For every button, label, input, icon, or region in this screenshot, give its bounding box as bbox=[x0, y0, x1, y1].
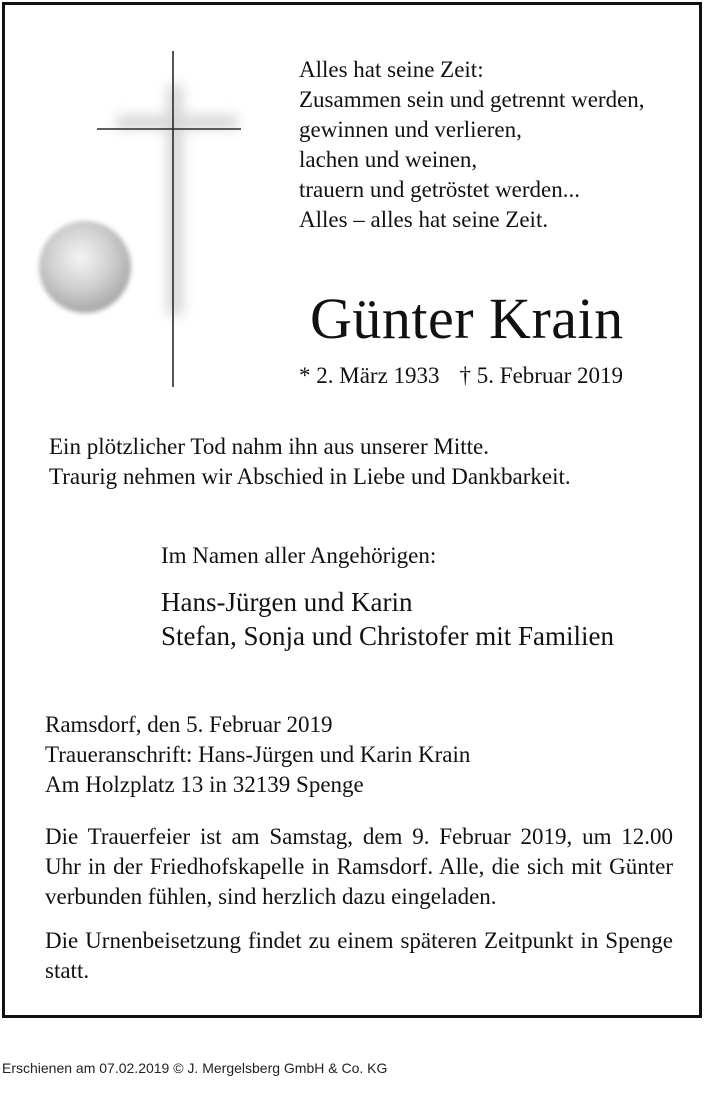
cross-artwork bbox=[27, 45, 267, 395]
obituary-frame bbox=[2, 2, 702, 1018]
cross-glow bbox=[117, 85, 237, 315]
burial-paragraph: Die Urnenbeisetzung findet zu einem späteren Zeitpunkt in Spenge statt. bbox=[45, 928, 673, 983]
poem-line: Zusammen sein und getrennt werden, bbox=[299, 87, 645, 112]
behalf-line: Im Namen aller Angehörigen: bbox=[161, 543, 437, 568]
intro-line: Ein plötzlicher Tod nahm ihn aus unserer Mitte. bbox=[49, 434, 489, 459]
place-date: Ramsdorf, den 5. Februar 2019 bbox=[45, 712, 333, 737]
deceased-name: Günter Krain bbox=[310, 286, 624, 351]
poem-line: lachen und weinen, bbox=[299, 147, 478, 172]
poem bbox=[299, 55, 645, 235]
poem-line: trauern und getröstet werden... bbox=[299, 177, 581, 202]
birth-date: * 2. März 1933 bbox=[299, 363, 440, 388]
life-dates bbox=[299, 361, 623, 391]
publication-footer: Erschienen am 07.02.2019 © J. Mergelsberg GmbH & Co. KG bbox=[2, 1060, 388, 1076]
mourner-line: Stefan, Sonja und Christofer mit Familien bbox=[161, 621, 614, 651]
poem-line: Alles – alles hat seine Zeit. bbox=[299, 207, 549, 232]
intro-text bbox=[49, 432, 571, 492]
mourning-address-label: Traueranschrift: Hans-Jürgen und Karin Krain bbox=[45, 742, 471, 767]
death-date: † 5. Februar 2019 bbox=[459, 363, 624, 388]
service-paragraph: Die Trauerfeier ist am Samstag, dem 9. Februar 2019, um 12.00 Uhr in der Friedhofskapelle in Ramsdorf. Alle, die sich mit Günter verbunden fühlen, sind herzlich dazu eingeladen. bbox=[45, 824, 673, 909]
street-address: Am Holzplatz 13 in 32139 Spenge bbox=[45, 772, 364, 797]
mourners-list bbox=[161, 585, 614, 653]
intro-line: Traurig nehmen wir Abschied in Liebe und Dankbarkeit. bbox=[49, 464, 571, 489]
poem-line: Alles hat seine Zeit: bbox=[299, 57, 484, 82]
mourner-line: Hans-Jürgen und Karin bbox=[161, 587, 413, 617]
sphere-icon bbox=[39, 221, 131, 313]
poem-line: gewinnen und verlieren, bbox=[299, 117, 522, 142]
address-block bbox=[45, 710, 470, 800]
